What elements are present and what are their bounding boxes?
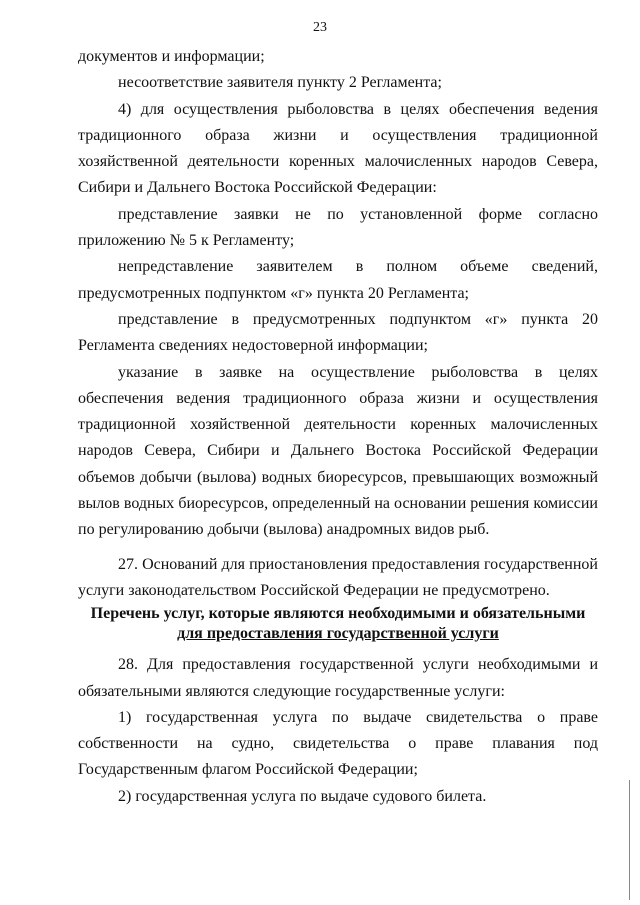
paragraph-incomplete-info: непредставление заявителем в полном объеме сведений, предусмотренных подпунктом «г» пункта 20 Регламента;	[78, 258, 598, 302]
page-number: 23	[313, 20, 327, 35]
paragraph-nonconformity: несоответствие заявителя пункту 2 Регламента;	[118, 74, 442, 92]
section-heading	[78, 604, 598, 644]
paragraph-28-item-2: 2) государственная услуга по выдаче судового билета.	[118, 787, 487, 805]
paragraph-27: 27. Оснований для приостановления предоставления государственной услуги законодательством Российской Федерации не предусмотрено.	[78, 555, 598, 599]
paragraph-28-item-1: 1) государственная услуга по выдаче свидетельства о праве собственности на судно, свидетельства о праве плавания под Государственным флагом Российской Федерации;	[78, 708, 598, 779]
section-heading-line-2: для предоставления государственной услуги	[177, 625, 499, 643]
paragraph-28: 28. Для предоставления государственной услуги необходимыми и обязательными являются следующие государственные услуги:	[78, 656, 598, 700]
paragraph-wrong-form: представление заявки не по установленной форме согласно приложению № 5 к Регламенту;	[78, 205, 598, 250]
section-heading-line-1: Перечень услуг, которые являются необходимыми и обязательными	[90, 605, 586, 623]
paragraph-false-info: представление в предусмотренных подпунктом «г» пункта 20 Регламента сведениях недостоверной информации;	[78, 310, 598, 355]
paragraph-item-4: 4) для осуществления рыболовства в целях обеспечения ведения традиционного образа жизни и осуществления традиционной хозяйственной деятельности коренных малочисленных народов Севера, Сибири и Дальнего Востока Российской Федерации:	[78, 100, 598, 197]
paragraph-excess-volume: указание в заявке на осуществление рыболовства в целях обеспечения ведения традиционного образа жизни и осуществления традиционной хозяйственной деятельности коренных малочисленных народов Севера, Сибири и Дальнего Востока Российской Федерации объемов добычи (вылова) водных биоресурсов, превышающих возможный вылов водных биоресурсов, определенный на основании решения комиссии по регулированию добычи (вылова) анадромных видов рыб.	[78, 363, 598, 539]
document-body	[78, 44, 598, 810]
scan-edge-line	[629, 780, 630, 900]
paragraph-continuation: документов и информации;	[78, 48, 265, 65]
